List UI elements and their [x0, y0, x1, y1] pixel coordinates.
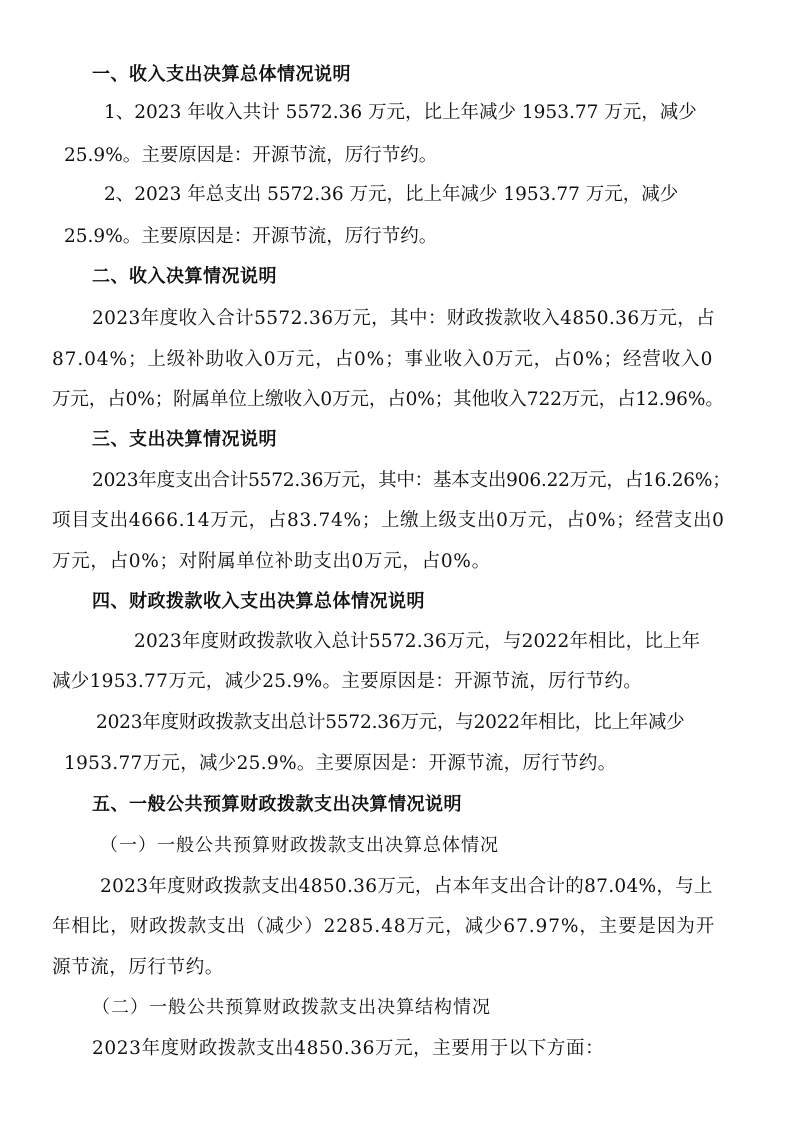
- paragraph-text: 2、2023 年总支出 5572.36 万元，比上年减少 1953.77 万元，减少: [104, 184, 679, 205]
- section-heading: 五、一般公共预算财政拨款支出决算情况说明: [92, 794, 462, 815]
- paragraph-line: 万元，占0%；对附属单位补助支出0万元，占0%。: [52, 551, 491, 572]
- paragraph-line: 25.9%。主要原因是：开源节流，厉行节约。: [64, 145, 438, 166]
- section-heading: 二、收入决算情况说明: [92, 266, 277, 287]
- paragraph-line: [104, 180, 714, 210]
- paragraph-line: 25.9%。主要原因是：开源节流，厉行节约。: [64, 226, 438, 247]
- paragraph-line: 万元，占0%；附属单位上缴收入0万元，占0%；其他收入722万元，占12.96%。: [52, 389, 724, 410]
- paragraph-line: 年相比，财政拨款支出（减少）2285.48万元，减少67.97%，主要是因为开: [52, 916, 716, 937]
- paragraph-line: 减少1953.77万元，减少25.9%。主要原因是：开源节流，厉行节约。: [52, 671, 643, 692]
- paragraph-line: 2023年度财政拨款支出4850.36万元，主要用于以下方面：: [92, 1038, 605, 1059]
- subsection-heading: （二）一般公共预算财政拨款支出决算结构情况: [92, 997, 491, 1018]
- paragraph-line: 源节流，厉行节约。: [52, 957, 224, 978]
- paragraph-line: 2023年度财政拨款收入总计5572.36万元，与2022年相比，比上年: [134, 631, 701, 652]
- paragraph-line: [104, 98, 736, 128]
- section-heading: 三、支出决算情况说明: [92, 429, 277, 450]
- subsection-heading: （一）一般公共预算财政拨款支出决算总体情况: [100, 835, 499, 856]
- section-heading: 四、财政拨款收入支出决算总体情况说明: [92, 591, 425, 612]
- paragraph-line: 2023年度收入合计5572.36万元，其中：财政拨款收入4850.36万元，占: [92, 308, 716, 329]
- section-heading: 一、收入支出决算总体情况说明: [92, 64, 351, 85]
- paragraph-line: 1953.77万元，减少25.9%。主要原因是：开源节流，厉行节约。: [64, 753, 617, 774]
- paragraph-line: 项目支出4666.14万元，占83.74%；上缴上级支出0万元，占0%；经营支出0: [52, 510, 725, 531]
- paragraph-line: 2023年度支出合计5572.36万元，其中：基本支出906.22万元，占16.26%；: [92, 470, 731, 491]
- paragraph-line: 87.04%；上级补助收入0万元，占0%；事业收入0万元，占0%；经营收入0: [52, 349, 714, 370]
- paragraph-line: 2023年度财政拨款支出总计5572.36万元，与2022年相比，比上年减少: [96, 712, 685, 733]
- paragraph-line: 2023年度财政拨款支出4850.36万元，占本年支出合计的87.04%，与上: [100, 876, 713, 897]
- paragraph-text: 1、2023 年收入共计 5572.36 万元，比上年减少 1953.77 万元，减少: [104, 102, 697, 123]
